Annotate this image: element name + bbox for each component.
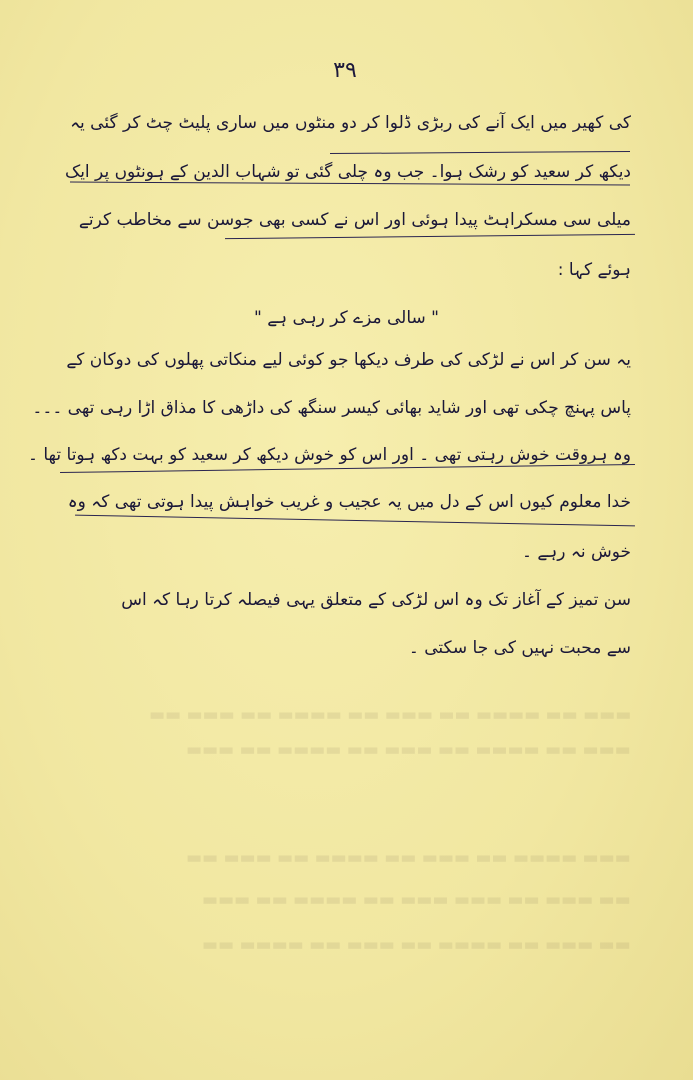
- text-line: سے محبت نہیں کی جا سکتی ۔: [408, 638, 631, 658]
- underline-mark: [60, 464, 635, 473]
- text-line: خدا معلوم کیوں اس کے دل میں یہ عجیب و غریب خواہش پیدا ہوتی تھی کہ وہ: [67, 492, 631, 512]
- underline-mark: [225, 234, 635, 239]
- text-line: ہوئے کہا :: [557, 260, 631, 280]
- show-through-text: ▬▬ ▬▬▬▬ ▬▬ ▬▬▬ ▬▬ ▬▬▬▬ ▬▬ ▬▬▬ ▬▬: [202, 935, 631, 955]
- show-through-text: ▬▬▬ ▬▬ ▬▬▬▬ ▬▬ ▬▬▬ ▬▬ ▬▬▬▬ ▬▬ ▬▬▬: [186, 740, 631, 760]
- show-through-text: ▬▬ ▬▬▬ ▬▬ ▬▬▬▬ ▬▬ ▬▬▬ ▬▬ ▬▬▬▬ ▬▬ ▬▬▬: [148, 705, 631, 725]
- text-line: سن تمیز کے آغاز تک وہ اس لڑکی کے متعلق یہی فیصلہ کرتا رہا کہ اس: [121, 590, 631, 610]
- underline-mark: [75, 515, 635, 527]
- quote-line: " سالی مزے کر رہی ہے ": [253, 308, 440, 328]
- show-through-text: ▬▬ ▬▬▬ ▬▬ ▬▬▬▬ ▬▬ ▬▬▬ ▬▬ ▬▬▬▬ ▬▬▬: [186, 848, 631, 868]
- text-line: دیکھ کر سعید کو رشک ہوا۔ جب وہ چلی گئی تو شہاب الدین کے ہونٹوں پر ایک: [64, 162, 631, 182]
- underline-mark: [70, 182, 630, 186]
- text-line: پاس پہنچ چکی تھی اور شاید بھائی کیسر سنگھ کی داڑھی کا مذاق اڑا رہی تھی ۔۔۔: [32, 398, 631, 418]
- text-line: میلی سی مسکراہٹ پیدا ہوئی اور اس نے کسی بھی جوسن سے مخاطب کرتے: [78, 210, 631, 230]
- text-line: وہ ہروقت خوش رہتی تھی ۔ اور اس کو خوش دیکھ کر سعید کو بہت دکھ ہوتا تھا ۔: [28, 445, 631, 465]
- text-line: خوش نہ رہے ۔: [521, 542, 631, 562]
- underline-mark: [330, 151, 630, 154]
- text-line: یہ سن کر اس نے لڑکی کی طرف دیکھا جو کوئی لیے منکاتی پھلوں کی دوکان کے: [66, 350, 631, 370]
- text-line: کی کھیر میں ایک آنے کی ربڑی ڈلوا کر دو منٹوں میں ساری پلیٹ چٹ کر گئی یہ: [70, 113, 631, 133]
- show-through-text: ▬▬▬ ▬▬ ▬▬▬▬ ▬▬ ▬▬▬ ▬▬▬ ▬▬ ▬▬▬ ▬▬: [202, 890, 631, 910]
- page-number: ۳۹: [333, 58, 357, 83]
